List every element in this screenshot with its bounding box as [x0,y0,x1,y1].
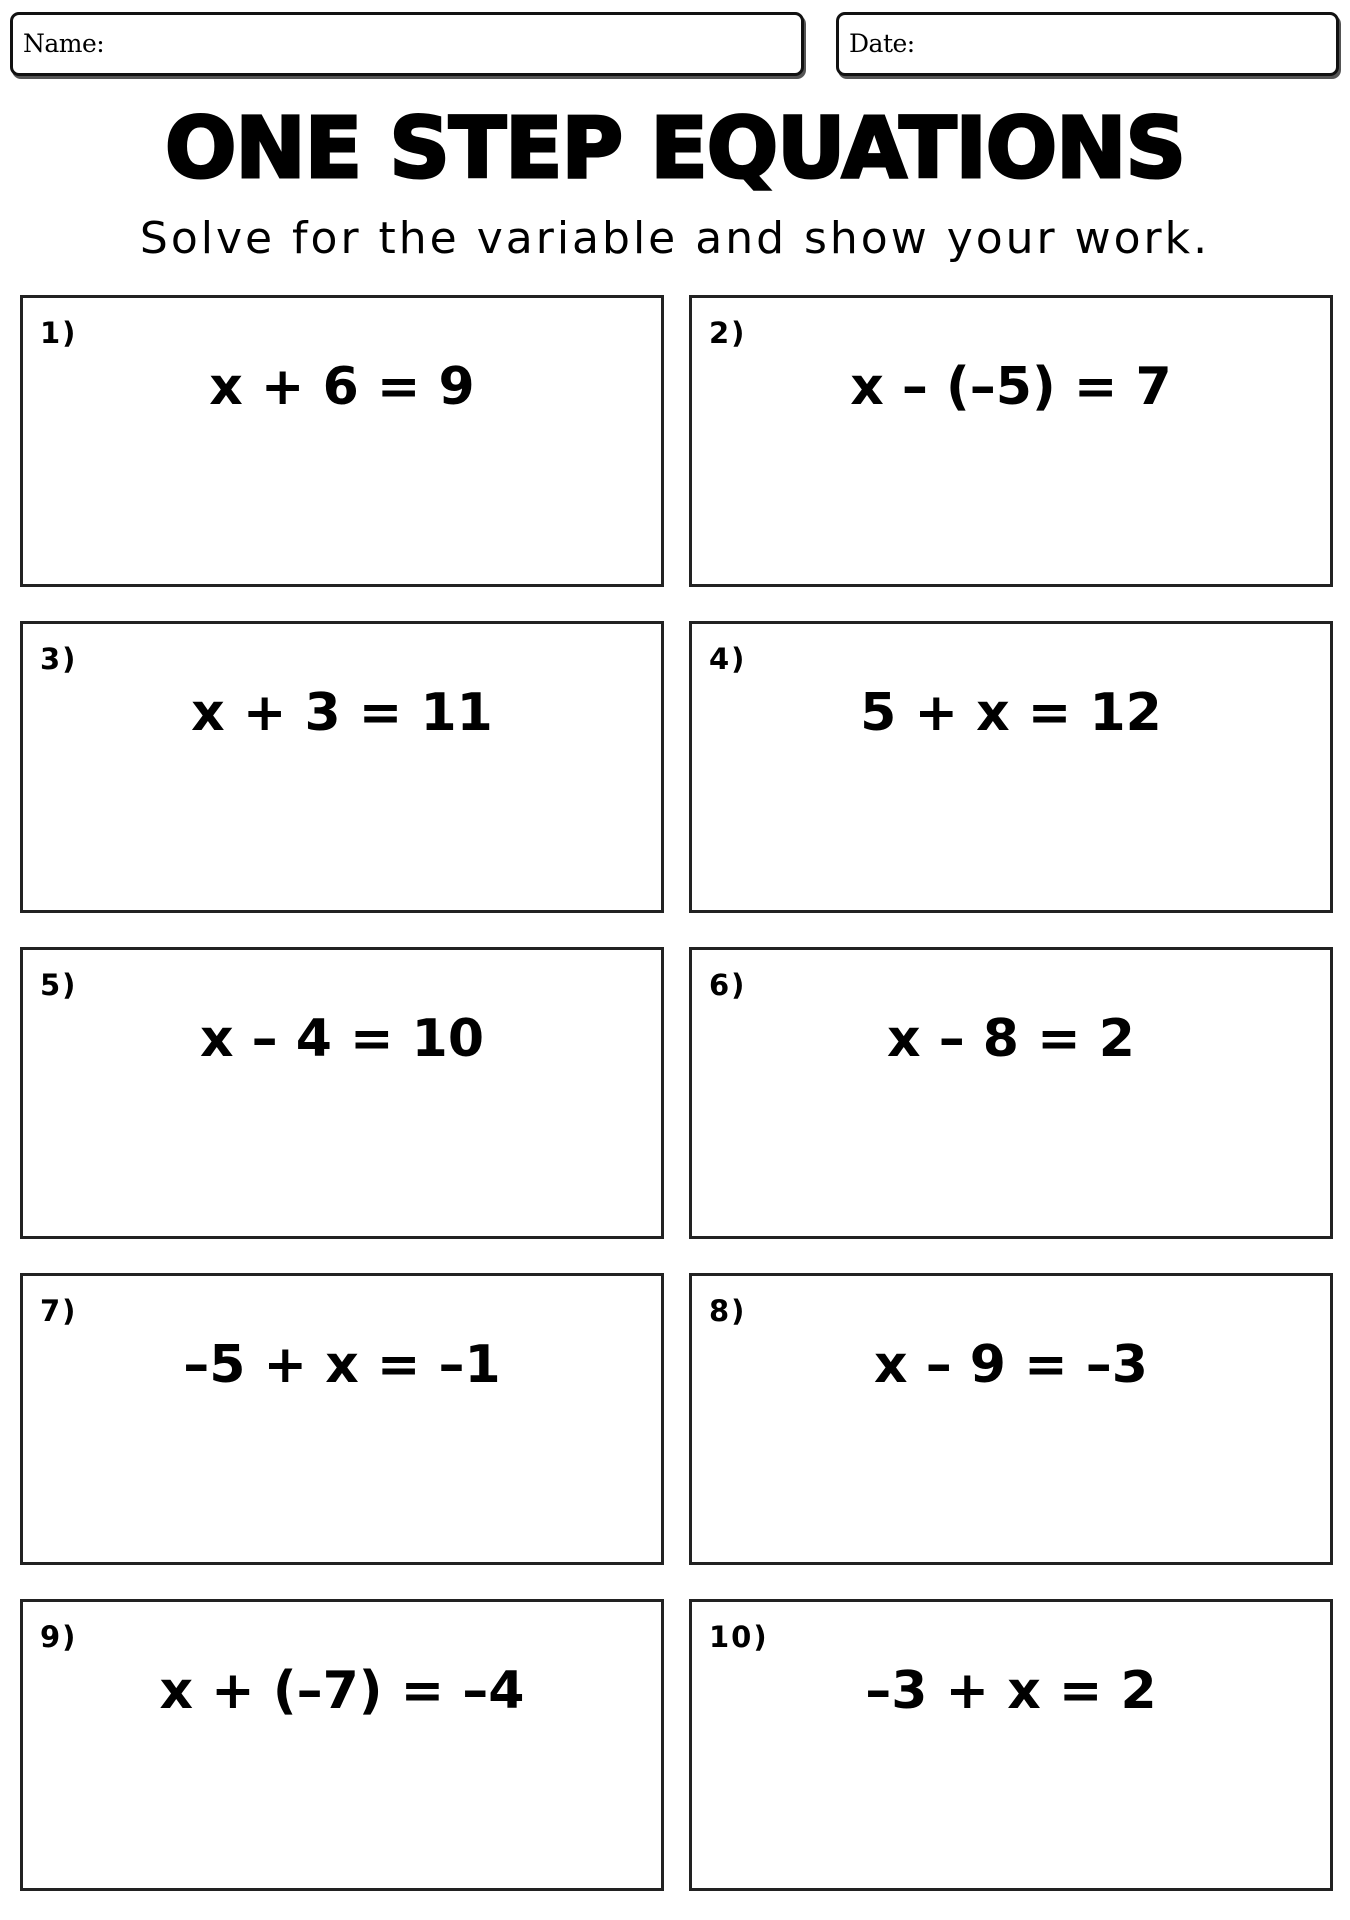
name-field[interactable] [10,12,804,76]
problem-box-4[interactable] [689,621,1333,913]
problem-grid [20,295,1333,1891]
worksheet-title: ONE STEP EQUATIONS [165,99,1185,197]
problem-number: 5) [40,968,78,1002]
name-label: Name: [23,29,105,58]
problem-equation: –5 + x = –1 [183,1335,501,1395]
problem-equation: –3 + x = 2 [865,1661,1157,1721]
problem-equation: 5 + x = 12 [860,683,1162,743]
problem-box-1[interactable] [20,295,664,587]
problem-equation: x – 8 = 2 [887,1009,1135,1069]
problem-box-9[interactable] [20,1599,664,1891]
problem-equation: x – 9 = –3 [874,1335,1148,1395]
problem-box-7[interactable] [20,1273,664,1565]
worksheet-instructions: Solve for the variable and show your work. [139,213,1211,264]
problem-number: 7) [40,1294,78,1328]
problem-box-8[interactable] [689,1273,1333,1565]
problem-box-10[interactable] [689,1599,1333,1891]
problem-number: 8) [709,1294,747,1328]
problem-number: 1) [40,316,78,350]
problem-box-5[interactable] [20,947,664,1239]
date-label: Date: [849,29,915,58]
problem-number: 10) [709,1620,769,1654]
problem-box-3[interactable] [20,621,664,913]
problem-number: 6) [709,968,747,1002]
problem-equation: x – (–5) = 7 [850,357,1172,417]
problem-box-2[interactable] [689,295,1333,587]
problem-equation: x + (–7) = –4 [159,1661,525,1721]
date-field[interactable] [836,12,1339,76]
problem-number: 9) [40,1620,78,1654]
problem-equation: x – 4 = 10 [199,1009,485,1069]
problem-number: 2) [709,316,747,350]
problem-number: 4) [709,642,747,676]
problem-equation: x + 3 = 11 [191,683,493,743]
problem-box-6[interactable] [689,947,1333,1239]
problem-equation: x + 6 = 9 [209,357,475,417]
problem-number: 3) [40,642,78,676]
